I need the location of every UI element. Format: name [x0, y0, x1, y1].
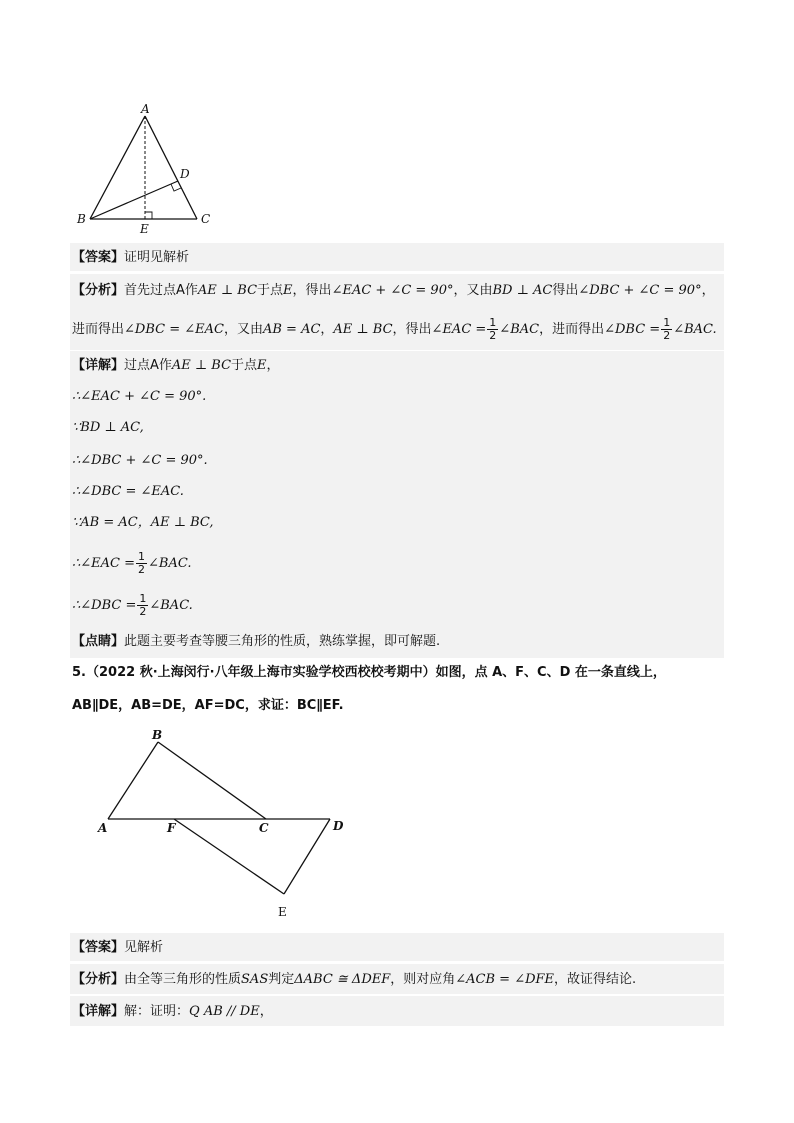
analysis-tag: 【分析】: [72, 283, 125, 298]
math-expr: ∴∠DBC =: [72, 598, 137, 613]
point-text: 此题主要考查等腰三角形的性质，熟练掌握，即可解题.: [124, 634, 441, 649]
analysis-text: ，又由: [453, 283, 493, 298]
math-expr: ∠BAC.: [149, 598, 193, 613]
answer-line: [72, 249, 724, 267]
fraction-numerator: 1: [139, 592, 147, 605]
fraction-numerator: 1: [138, 550, 146, 563]
analysis-text: ，得出: [392, 322, 432, 337]
math-expr: ∠BAC.: [673, 322, 717, 337]
answer-text: 证明见解析: [124, 250, 190, 265]
math-expr: BD ⊥ AC: [492, 283, 553, 298]
analysis-text: ，: [701, 283, 715, 298]
math-expr: SAS: [241, 972, 269, 987]
math-expr: E: [257, 358, 267, 373]
detail-text: ，: [259, 1004, 273, 1019]
fraction-denominator: 2: [663, 329, 671, 342]
math-expr: AE ⊥ BC: [197, 283, 258, 298]
label-D: D: [333, 819, 344, 833]
detail-text: 过点A作: [124, 358, 172, 373]
detail-text: 解：证明：: [124, 1004, 190, 1019]
math-expr: ∠EAC =: [431, 322, 487, 337]
answer-tag: 【答案】: [72, 940, 125, 955]
proof-step-7: [72, 593, 724, 618]
proof-step-6: [72, 551, 724, 576]
proof-step-2: ∵BD ⊥ AC,: [72, 420, 144, 435]
math-expr: ∵AB = AC，: [72, 515, 151, 530]
math-expr: ∠ACB = ∠DFE: [455, 972, 555, 987]
analysis-text: ，则对应角: [390, 972, 456, 987]
answer-tag: 【答案】: [72, 250, 125, 265]
analysis-text: ，故证得结论.: [554, 972, 637, 987]
fraction-half: [137, 593, 148, 618]
analysis-text: 首先过点A作: [124, 283, 198, 298]
proof-step-4: ∴∠DBC = ∠EAC.: [72, 484, 184, 499]
proof-step-5: [72, 514, 724, 532]
analysis-tag: 【分析】: [72, 972, 125, 987]
math-expr: ∠BAC.: [148, 556, 192, 571]
label-F: F: [167, 821, 176, 835]
label-C: C: [201, 212, 211, 226]
point-tag: 【点睛】: [72, 634, 125, 649]
fraction-numerator: 1: [663, 316, 671, 329]
math-expr: Q AB // DE: [189, 1004, 260, 1019]
fraction-half: [487, 317, 498, 342]
fraction-half: [661, 317, 672, 342]
detail-tag: 【详解】: [72, 358, 125, 373]
math-expr: AE ⊥ BC: [171, 358, 232, 373]
math-expr: ∠DBC =: [604, 322, 661, 337]
math-expr: ΔABC ≅ ΔDEF: [294, 972, 391, 987]
math-expr: ∴∠EAC =: [72, 556, 136, 571]
label-D: D: [180, 167, 190, 181]
fraction-denominator: 2: [139, 605, 147, 618]
math-expr: AE ⊥ BC: [333, 322, 393, 337]
point-line: [72, 633, 724, 651]
detail-line-1: [72, 357, 724, 375]
analysis-text: 得出: [552, 283, 579, 298]
math-expr: E: [283, 283, 293, 298]
figure-parallel-lines: [90, 724, 360, 928]
proof-step-3: ∴∠DBC + ∠C = 90°.: [72, 453, 208, 468]
detail-text: 于点: [231, 358, 258, 373]
figure-triangle-abc: [70, 100, 230, 244]
answer-line-5: [72, 939, 724, 957]
proof-step-1: ∴∠EAC + ∠C = 90°.: [72, 389, 207, 404]
detail-tag: 【详解】: [72, 1004, 125, 1019]
math-expr: ∠EAC + ∠C = 90°: [331, 283, 454, 298]
analysis-line-5: [72, 971, 724, 989]
analysis-text: 于点: [257, 283, 284, 298]
analysis-line-1: [72, 282, 724, 300]
analysis-line-2: [72, 317, 724, 342]
label-C: C: [259, 821, 269, 835]
analysis-text: ，进而得出: [539, 322, 605, 337]
math-expr: ∠DBC = ∠EAC: [124, 322, 224, 337]
question-5-line-1: 5.（2022 秋·上海闵行·八年级上海市实验学校西校校考期中）如图，点 A、F、C、D 在一条直线上，: [72, 665, 666, 680]
fraction-half: [136, 551, 147, 576]
fraction-denominator: 2: [489, 329, 497, 342]
label-B: B: [77, 212, 86, 226]
detail-text: ，: [266, 358, 280, 373]
math-expr: ∠BAC: [499, 322, 540, 337]
label-E: E: [140, 222, 149, 236]
fraction-numerator: 1: [489, 316, 497, 329]
answer-text: 见解析: [124, 940, 164, 955]
math-expr: AB = AC: [262, 322, 321, 337]
question-5-line-2: AB∥DE，AB=DE，AF=DC，求证：BC∥EF.: [72, 698, 344, 713]
math-expr: AE ⊥ BC,: [150, 515, 214, 530]
analysis-text: ，得出: [292, 283, 332, 298]
math-expr: ∠DBC + ∠C = 90°: [578, 283, 702, 298]
fraction-denominator: 2: [138, 563, 146, 576]
label-A: A: [141, 102, 150, 116]
analysis-text: 由全等三角形的性质: [124, 972, 242, 987]
analysis-text: 进而得出: [72, 322, 125, 337]
label-B: B: [152, 728, 163, 742]
analysis-text: ，又由: [223, 322, 263, 337]
label-A: A: [98, 821, 108, 835]
analysis-text: ，: [320, 322, 334, 337]
analysis-text: 判定: [268, 972, 295, 987]
detail-line-5: [72, 1003, 724, 1021]
label-E: E: [278, 905, 287, 919]
